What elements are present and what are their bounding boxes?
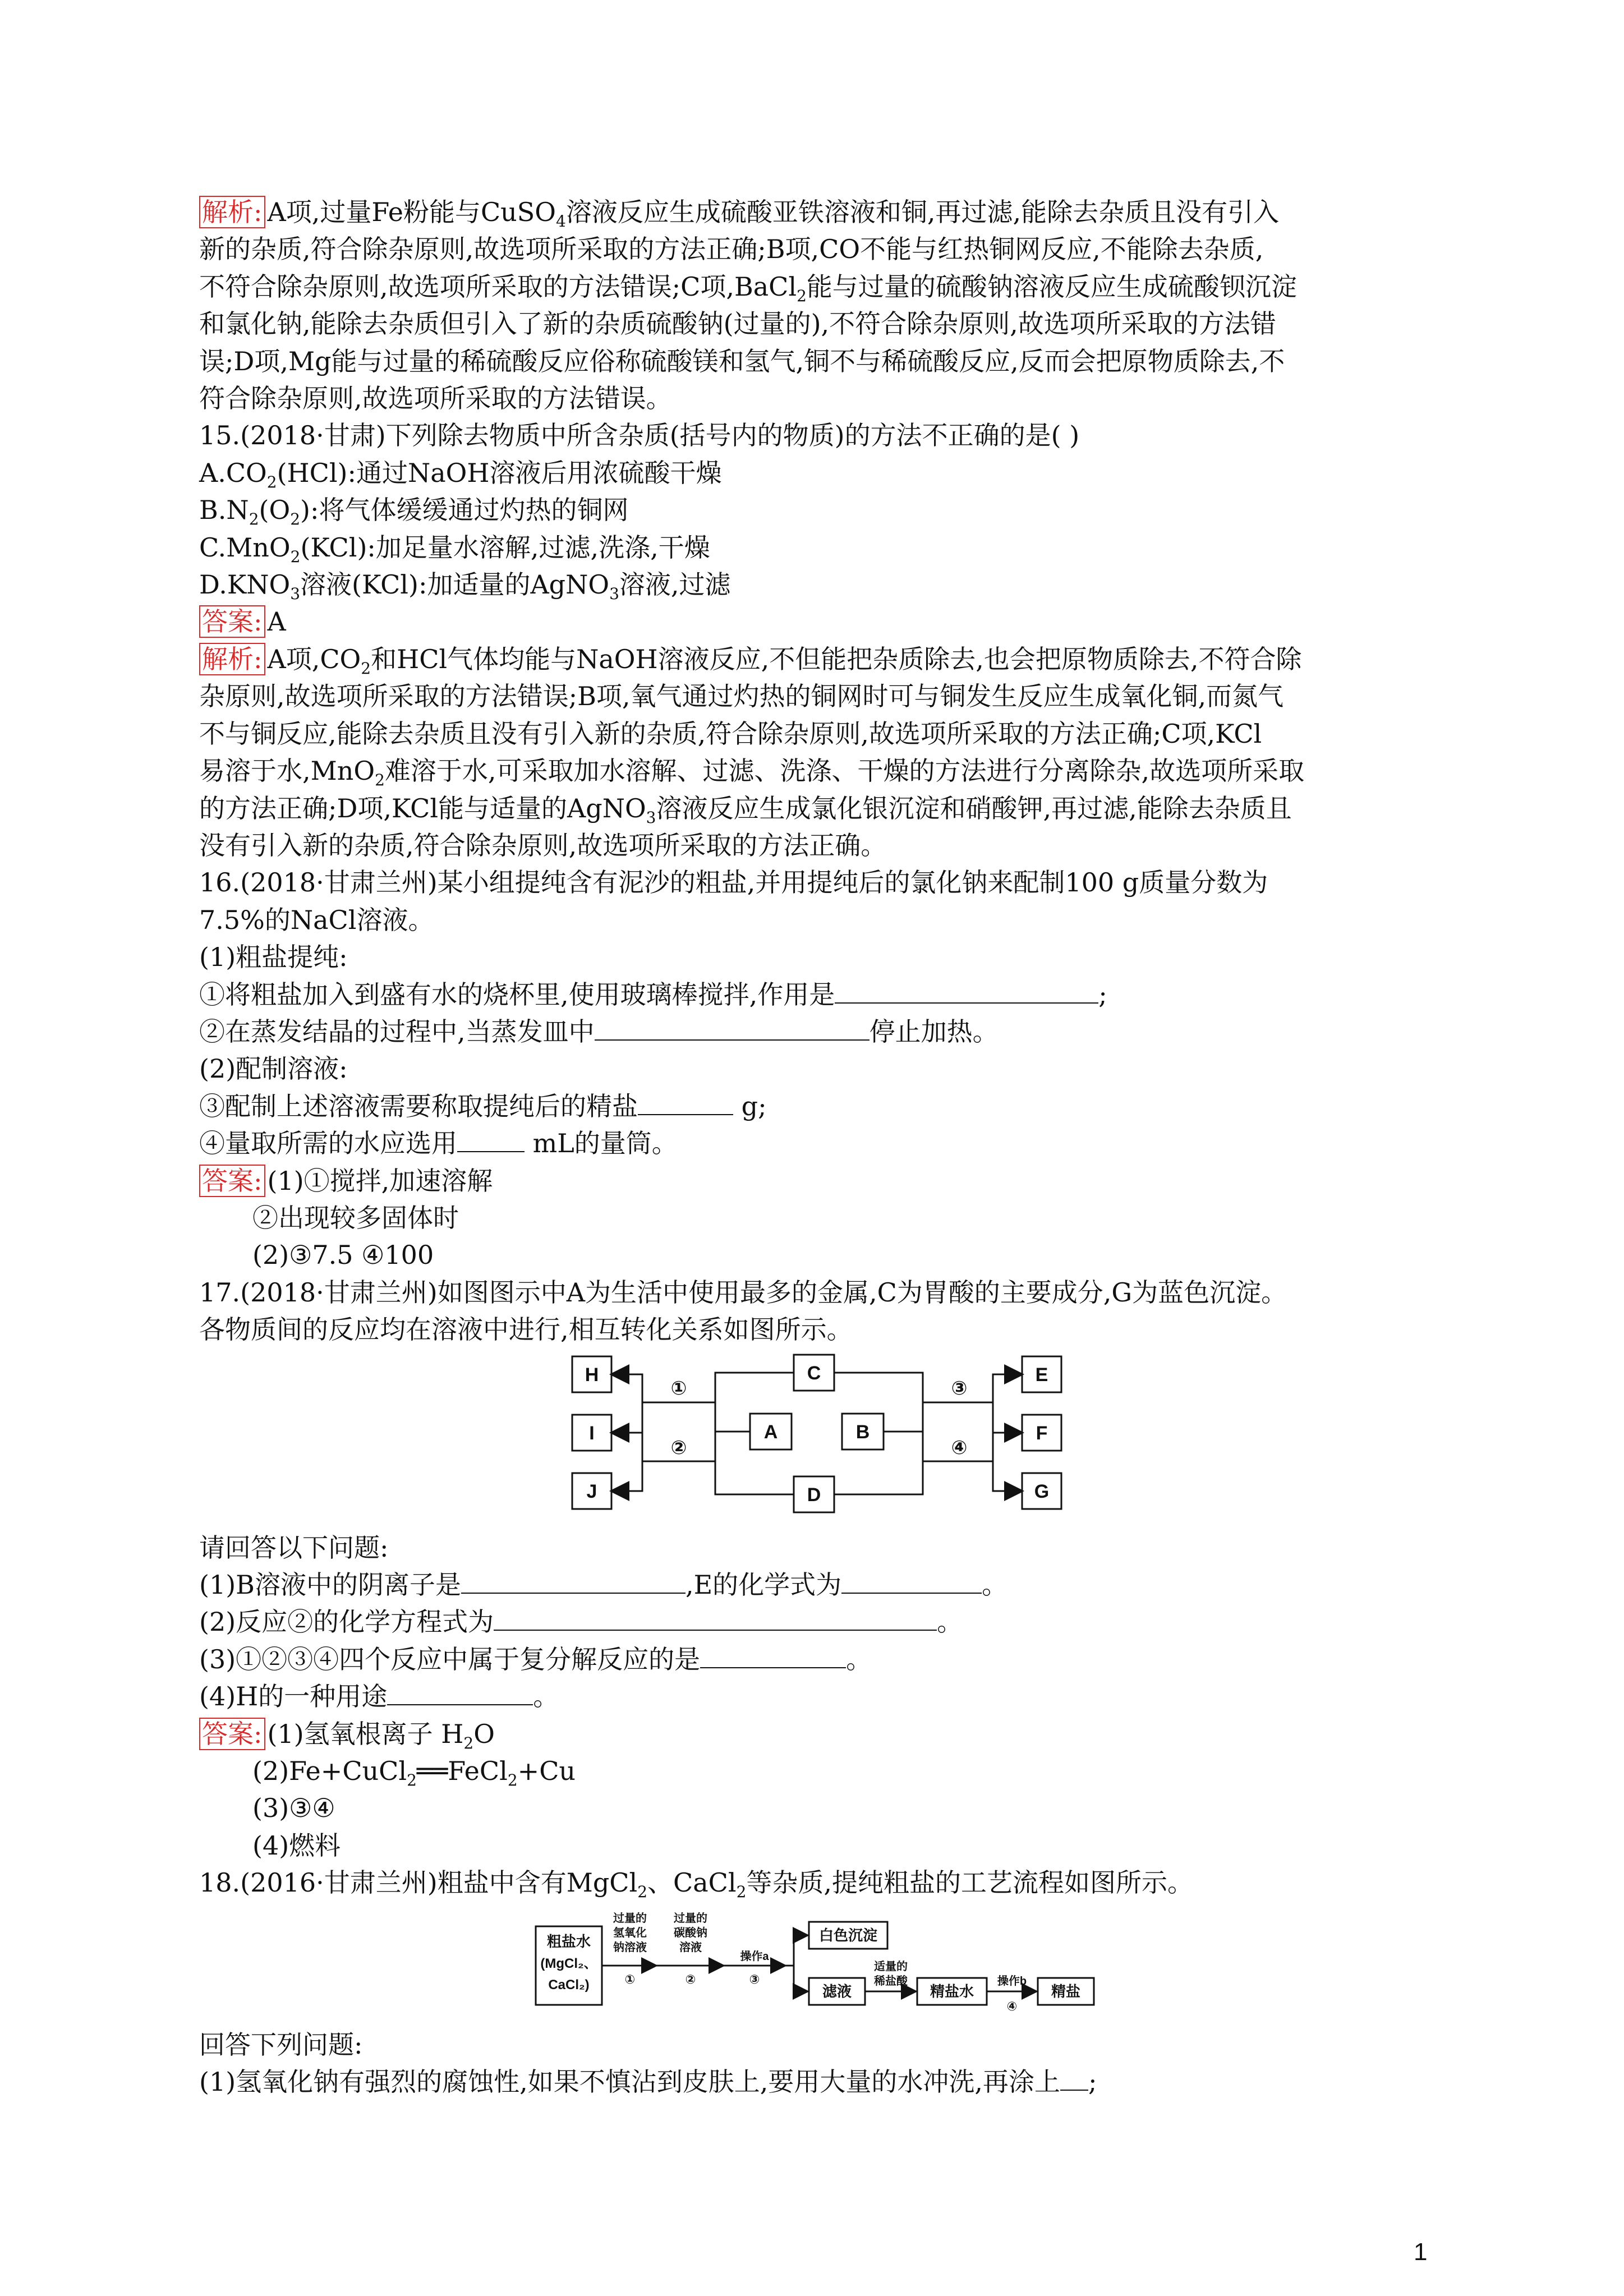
reaction-4-label: ④ [951,1437,968,1458]
answer-line: 答案: (1)氢氧根离子 $H_2O$ [199,1715,1433,1752]
question-17-stem: 17.(2018·甘肃兰州)如图图示中A为生活中使用最多的金属,C为胃酸的主要成分,G为蓝色沉淀。 [199,1277,1287,1308]
label-G: G [1034,1480,1050,1502]
label-A: A [763,1421,778,1443]
process-flowchart [199,1905,1433,2019]
answer-blank[interactable] [1060,2065,1088,2091]
answer-line: (2)Fe+CuCl$_2$══FeCl$_2$+Cu [252,1756,576,1790]
answer-blank[interactable] [457,1126,525,1152]
questions-intro: 回答下列问题: [199,2029,363,2060]
analysis-line: 易溶于水,MnO$_2$难溶于水,可采取加水溶解、过滤、洗涤、干燥的方法进行分离除杂,故选项所采取 [199,756,1305,790]
svg-text:适量的: 适量的 [874,1960,908,1973]
svg-text:①: ① [624,1972,636,1986]
svg-text:④: ④ [1006,1999,1018,2013]
answer-blank[interactable] [387,1680,533,1705]
label-B: B [855,1421,870,1443]
answer-blank[interactable] [461,1568,686,1594]
answer-blank[interactable] [595,1015,869,1041]
sub-question: (3)①②③④四个反应中属于复分解反应的是 。 [199,1641,1433,1678]
analysis-line: 杂原则,故选项所采取的方法错误;B项,氧气通过灼热的铜网时可与铜发生反应生成氧化铜,而氮气 [199,681,1284,712]
svg-text:溶液: 溶液 [679,1941,702,1954]
svg-text:碳酸钠: 碳酸钠 [674,1926,707,1939]
option-d: $D.KNO_3$溶液(KCl):加适量的AgNO$_3$溶液,过滤 [199,569,731,604]
sub-question: ③配制上述溶液需要称取提纯后的精盐 g; [199,1088,1433,1125]
answer-tag: 答案: [199,605,265,638]
option-b: $B.N_2(O_2)$:将气体缓缓通过灼热的铜网 [199,495,629,529]
analysis-line: 不符合除杂原则,故选项所采取的方法错误;C项,BaCl$_2$能与过量的硫酸钠溶液反应生成硫酸钡沉淀 [199,271,1297,305]
option-c: C.MnO$_2$(KCl):加足量水溶解,过滤,洗涤,干燥 [199,532,710,566]
answer-tag: 答案: [199,1165,265,1197]
sub-question: ②在蒸发结晶的过程中,当蒸发皿中 停止加热。 [199,1013,1433,1050]
sub-question: (1)粗盐提纯: [199,942,348,973]
sub-question: (4)H的一种用途 。 [199,1678,1433,1715]
document-page [199,194,1433,2100]
answer-line: (2)③7.5 ④100 [252,1240,434,1271]
analysis-line: 的方法正确;D项,KCl能与适量的AgNO$_3$溶液反应生成氯化银沉淀和硝酸钾,再过滤,能除去杂质且 [199,793,1292,827]
svg-text:氢氧化: 氢氧化 [613,1926,647,1939]
sub-question: ①将粗盐加入到盛有水的烧杯里,使用玻璃棒搅拌,作用是 ; [199,976,1433,1013]
answer-tag: 答案: [199,1718,265,1750]
reaction-1-label: ① [670,1377,687,1399]
analysis-tag: 解析: [199,196,265,228]
svg-text:操作b: 操作b [997,1975,1027,1987]
answer-line: (4)燃料 [252,1830,341,1861]
label-J: J [586,1480,597,1502]
option-a: $A.CO_2(HCl)$:通过NaOH溶液后用浓硫酸干燥 [199,457,722,492]
svg-text:粗盐水: 粗盐水 [546,1932,591,1950]
answer-line: (3)③④ [252,1793,335,1824]
reaction-3-label: ③ [951,1377,968,1399]
label-I: I [589,1422,595,1444]
analysis-line: 新的杂质,符合除杂原则,故选项所采取的方法正确;B项,CO不能与红热铜网反应,不能除去杂质, [199,234,1264,265]
svg-text:②: ② [685,1972,696,1986]
label-D: D [807,1484,821,1506]
label-E: E [1035,1364,1048,1386]
answer-blank[interactable] [841,1568,982,1594]
analysis-tag: 解析: [199,643,265,675]
sub-question: (2)配制溶液: [199,1053,348,1084]
question-16-stem: 7.5%的NaCl溶液。 [199,904,434,935]
reaction-diagram [199,1352,1433,1522]
analysis-line: 解析: A项$,CO_2$和HCl气体均能与NaOH溶液反应,不但能把杂质除去,也会把原物质除去,不符合除 [199,641,1433,678]
svg-text:③: ③ [749,1972,760,1986]
page-number: 1 [1414,2238,1428,2266]
svg-text:过量的: 过量的 [674,1912,707,1925]
analysis-line: 没有引入新的杂质,符合除杂原则,故选项所采取的方法正确。 [199,830,887,861]
svg-text:稀盐酸: 稀盐酸 [874,1975,908,1987]
label-H: H [585,1364,599,1386]
answer-blank[interactable] [494,1605,937,1631]
question-15-stem: 15.(2018·甘肃)下列除去物质中所含杂质(括号内的物质)的方法不正确的是( ) [199,420,1080,451]
question-17-stem: 各物质间的反应均在溶液中进行,相互转化关系如图所示。 [199,1314,853,1345]
analysis-line: 解析: A项,过量Fe粉能与CuSO$_4$溶液反应生成硫酸亚铁溶液和铜,再过滤,能除去杂质且没有引入 [199,194,1433,231]
label-C: C [807,1362,821,1384]
analysis-line: 误;D项,Mg能与过量的稀硫酸反应俗称硫酸镁和氢气,铜不与稀硫酸反应,反而会把原物质除去,不 [199,346,1285,376]
svg-text:滤液: 滤液 [822,1982,852,2000]
svg-text:精盐水: 精盐水 [930,1982,974,2000]
answer-line: 答案: A [199,603,1433,640]
question-16-stem: 16.(2018·甘肃兰州)某小组提纯含有泥沙的粗盐,并用提纯后的氯化钠来配制100 g质量分数为 [199,867,1268,898]
sub-question: ④量取所需的水应选用 mL的量筒。 [199,1125,1433,1162]
answer-blank[interactable] [700,1642,846,1668]
label-F: F [1036,1422,1048,1444]
sub-question: (2)反应②的化学方程式为 。 [199,1603,1433,1640]
svg-text:钠溶液: 钠溶液 [613,1941,647,1954]
svg-text:白色沉淀: 白色沉淀 [818,1926,878,1944]
analysis-line: 符合除杂原则,故选项所采取的方法错误。 [199,383,672,414]
answer-line: 答案: (1)①搅拌,加速溶解 [199,1162,1433,1199]
svg-text:精盐: 精盐 [1051,1982,1081,2000]
analysis-line: 不与铜反应,能除去杂质且没有引入新的杂质,符合除杂原则,故选项所采取的方法正确;C项,KCl [199,718,1262,749]
question-18-stem: 18.(2016·甘肃兰州)粗盐中含有MgCl$_2$、CaCl$_2$等杂质,提纯粗盐的工艺流程如图所示。 [199,1867,1194,1902]
reaction-2-label: ② [670,1437,687,1458]
svg-text:(MgCl₂、: (MgCl₂、 [540,1955,597,1971]
answer-blank[interactable] [638,1089,733,1115]
questions-intro: 请回答以下问题: [199,1532,389,1563]
sub-question: (1)B溶液中的阴离子是 ,E的化学式为 。 [199,1566,1433,1603]
svg-text:过量的: 过量的 [613,1912,647,1925]
svg-text:CaCl₂): CaCl₂) [548,1977,590,1993]
sub-question: (1)氢氧化钠有强烈的腐蚀性,如果不慎沾到皮肤上,要用大量的水冲洗,再涂上 ; [199,2063,1433,2100]
answer-line: ②出现较多固体时 [252,1202,459,1233]
answer-blank[interactable] [835,978,1098,1004]
svg-text:操作a: 操作a [740,1950,769,1963]
analysis-line: 和氯化钠,能除去杂质但引入了新的杂质硫酸钠(过量的),不符合除杂原则,故选项所采取的方法错 [199,309,1276,339]
